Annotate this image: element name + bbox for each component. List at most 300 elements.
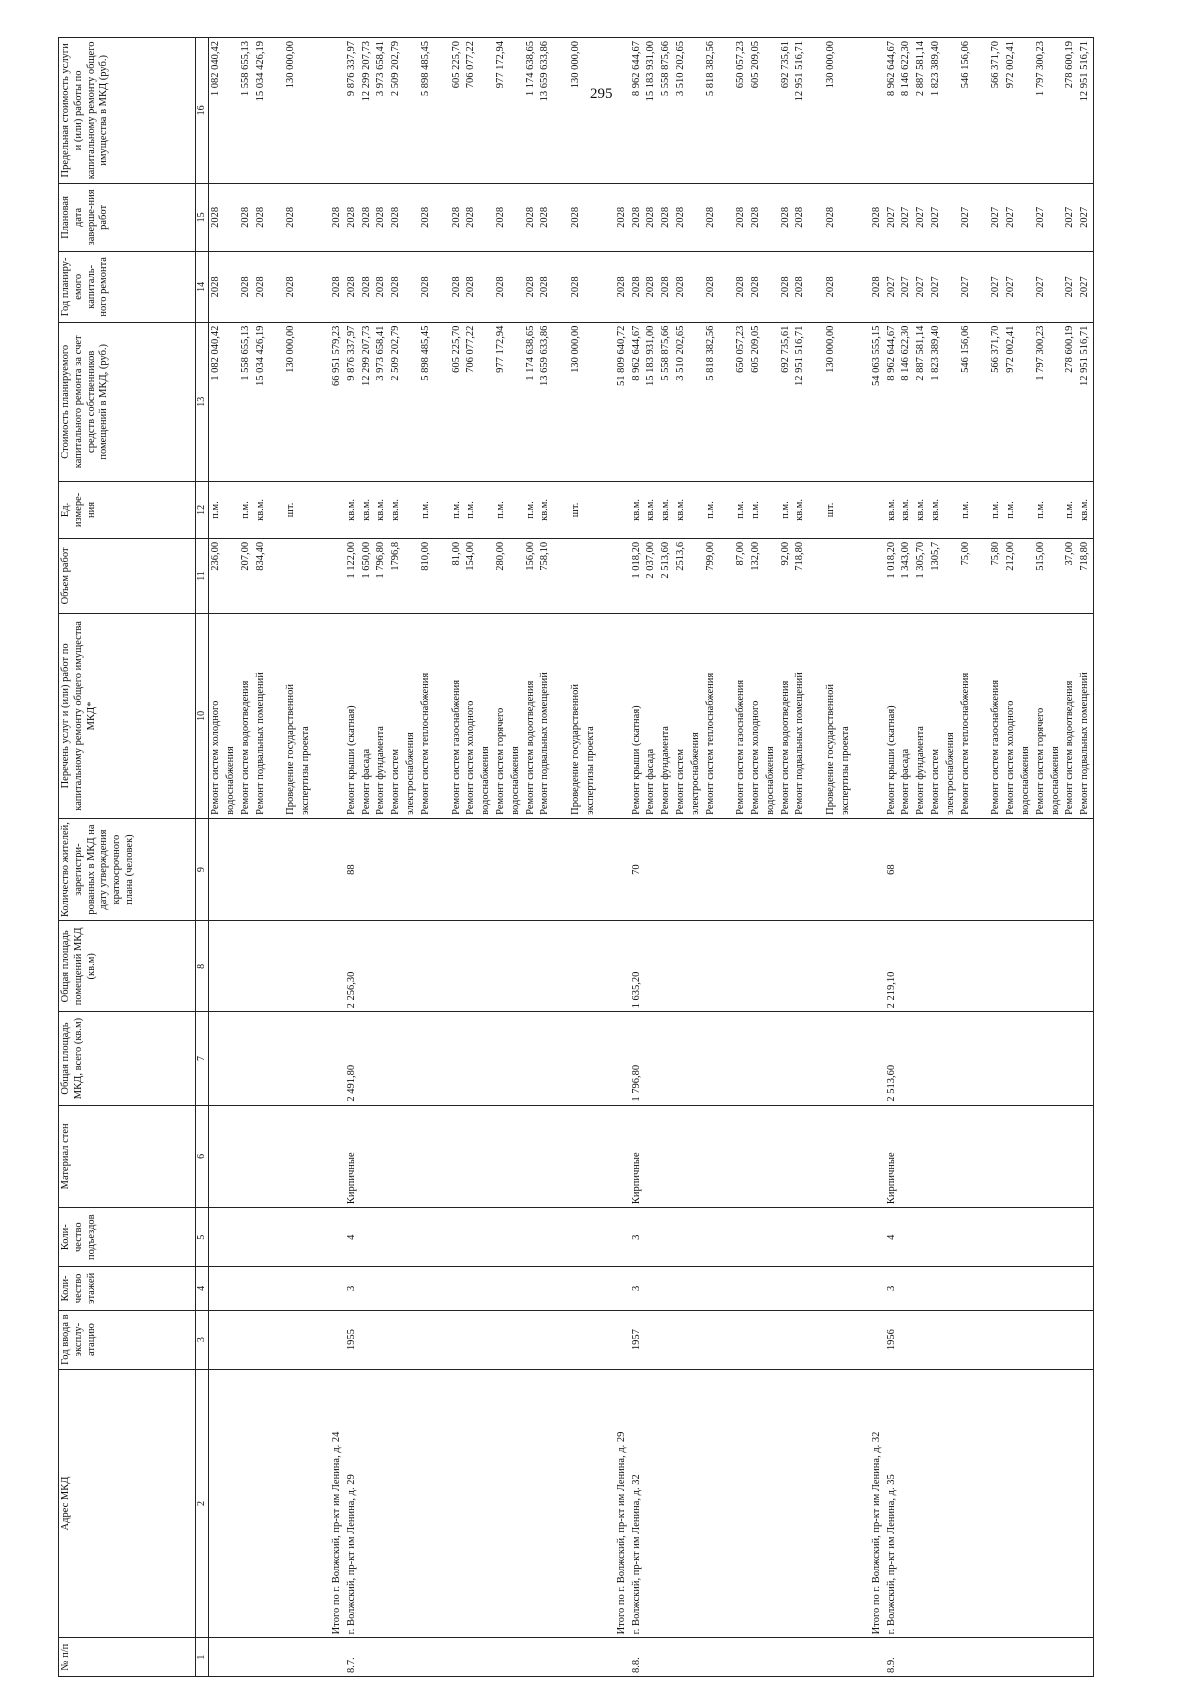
residents-cell	[464, 818, 479, 920]
unit-cell	[314, 481, 330, 538]
work-volume-cell: 75,00	[959, 538, 974, 613]
total-area-cell	[808, 1012, 824, 1105]
unit-cell: п.м.	[1063, 481, 1078, 538]
planned-cost-cell	[479, 322, 494, 481]
work-name-cell: Ремонт подвальных помещений	[1078, 613, 1093, 818]
work-name-cell	[434, 613, 450, 818]
address-cell	[494, 1369, 509, 1638]
address-cell	[360, 1369, 375, 1638]
floors-cell	[689, 1267, 704, 1310]
limit-cost-cell	[764, 38, 779, 184]
table-row	[944, 38, 959, 1677]
repair-year-cell: 2028	[615, 252, 630, 323]
floors-cell	[464, 1267, 479, 1310]
floors-cell	[299, 1267, 314, 1310]
table-row	[1063, 38, 1078, 1677]
table-row	[674, 38, 689, 1677]
item-number-cell	[718, 1638, 734, 1677]
planned-cost-cell: 15 034 426,19	[254, 322, 269, 481]
repair-year-cell: 2028	[779, 252, 794, 323]
residents-cell	[509, 818, 524, 920]
address-cell	[1049, 1369, 1064, 1638]
work-name-cell: Ремонт систем холодного	[749, 613, 764, 818]
limit-cost-cell: 9 876 337,97	[345, 38, 360, 184]
table-row	[360, 38, 375, 1677]
residents-cell: 70	[630, 818, 645, 920]
address-cell: Итого по г. Волжский, пр-кт им Ленина, д. 24	[330, 1369, 345, 1638]
wall-material-cell	[1034, 1105, 1049, 1207]
unit-cell: шт.	[824, 481, 839, 538]
planned-cost-cell	[973, 322, 989, 481]
repair-year-cell: 2028	[345, 252, 360, 323]
work-name-cell	[615, 613, 630, 818]
residents-cell	[808, 818, 824, 920]
limit-cost-cell	[615, 38, 630, 184]
completion-date-cell: 2028	[870, 183, 885, 251]
work-volume-cell	[299, 538, 314, 613]
living-area-cell	[718, 921, 734, 1012]
entrances-cell	[254, 1208, 269, 1267]
repair-year-cell: 2028	[389, 252, 404, 323]
wall-material-cell	[404, 1105, 419, 1207]
living-area-cell	[824, 921, 839, 1012]
completion-date-cell	[973, 183, 989, 251]
limit-cost-cell: 12 951 516,71	[1078, 38, 1093, 184]
built-year-cell	[538, 1310, 553, 1369]
total-area-cell	[1004, 1012, 1019, 1105]
item-number-cell	[494, 1638, 509, 1677]
limit-cost-cell: 605 225,70	[450, 38, 465, 184]
total-area-cell: 1 796,80	[630, 1012, 645, 1105]
work-volume-cell: 92,00	[779, 538, 794, 613]
entrances-cell	[553, 1208, 569, 1267]
living-area-cell	[1019, 921, 1034, 1012]
completion-date-cell: 2027	[959, 183, 974, 251]
unit-cell	[509, 481, 524, 538]
planned-cost-cell: 8 962 644,67	[885, 322, 900, 481]
completion-date-cell: 2028	[538, 183, 553, 251]
column-number-1: 1	[196, 1638, 209, 1677]
living-area-cell	[284, 921, 299, 1012]
wall-material-cell	[284, 1105, 299, 1207]
work-name-cell	[870, 613, 885, 818]
work-volume-cell: 799,00	[704, 538, 719, 613]
address-cell	[644, 1369, 659, 1638]
built-year-cell	[284, 1310, 299, 1369]
repair-year-cell: 2028	[749, 252, 764, 323]
living-area-cell	[749, 921, 764, 1012]
completion-date-cell: 2028	[779, 183, 794, 251]
residents-cell	[718, 818, 734, 920]
address-cell	[553, 1369, 569, 1638]
repair-year-cell: 2027	[899, 252, 914, 323]
wall-material-cell: Кирпичные	[885, 1105, 900, 1207]
spacer-row	[268, 38, 284, 1677]
wall-material-cell	[1078, 1105, 1093, 1207]
planned-cost-cell	[839, 322, 854, 481]
unit-cell	[1019, 481, 1034, 538]
limit-cost-cell	[479, 38, 494, 184]
item-number-cell	[914, 1638, 929, 1677]
residents-cell	[793, 818, 808, 920]
table-row	[1034, 38, 1049, 1677]
table-row	[299, 38, 314, 1677]
total-area-cell	[450, 1012, 465, 1105]
built-year-cell	[299, 1310, 314, 1369]
wall-material-cell	[584, 1105, 599, 1207]
entrances-cell	[764, 1208, 779, 1267]
planned-cost-cell: 278 600,19	[1063, 322, 1078, 481]
entrances-cell	[704, 1208, 719, 1267]
floors-cell	[973, 1267, 989, 1310]
address-cell	[584, 1369, 599, 1638]
unit-cell: кв.м.	[538, 481, 553, 538]
completion-date-cell	[808, 183, 824, 251]
built-year-cell	[268, 1310, 284, 1369]
work-volume-cell	[404, 538, 419, 613]
entrances-cell	[615, 1208, 630, 1267]
address-cell	[254, 1369, 269, 1638]
floors-cell	[1078, 1267, 1093, 1310]
floors-cell	[268, 1267, 284, 1310]
floors-cell	[644, 1267, 659, 1310]
completion-date-cell: 2028	[659, 183, 674, 251]
unit-cell: шт.	[284, 481, 299, 538]
entrances-cell	[779, 1208, 794, 1267]
limit-cost-cell	[224, 38, 239, 184]
table-row	[450, 38, 465, 1677]
limit-cost-cell: 130 000,00	[284, 38, 299, 184]
built-year-cell	[764, 1310, 779, 1369]
column-number-16: 16	[196, 38, 209, 184]
work-volume-cell: 280,00	[494, 538, 509, 613]
residents-cell	[1063, 818, 1078, 920]
address-cell	[839, 1369, 854, 1638]
repair-plan-table	[58, 37, 1094, 1677]
planned-cost-cell: 566 371,70	[989, 322, 1004, 481]
planned-cost-cell	[1049, 322, 1064, 481]
table-row	[644, 38, 659, 1677]
item-number-cell	[689, 1638, 704, 1677]
wall-material-cell	[793, 1105, 808, 1207]
built-year-cell	[404, 1310, 419, 1369]
unit-cell	[434, 481, 450, 538]
work-name-cell: Ремонт систем	[389, 613, 404, 818]
unit-cell	[808, 481, 824, 538]
column-header-13: Стоимость планируемого капитального ремонта за счет средств собственников помещений в МКД, (руб.)	[59, 322, 196, 481]
built-year-cell	[434, 1310, 450, 1369]
wall-material-cell	[944, 1105, 959, 1207]
residents-cell	[989, 818, 1004, 920]
repair-year-cell	[854, 252, 870, 323]
item-number-cell	[779, 1638, 794, 1677]
work-volume-cell: 834,40	[254, 538, 269, 613]
total-area-cell	[538, 1012, 553, 1105]
limit-cost-cell	[1019, 38, 1034, 184]
unit-cell	[718, 481, 734, 538]
total-row	[615, 38, 630, 1677]
living-area-cell	[764, 921, 779, 1012]
entrances-cell	[330, 1208, 345, 1267]
unit-cell	[1049, 481, 1064, 538]
address-cell: Итого по г. Волжский, пр-кт им Ленина, д. 29	[615, 1369, 630, 1638]
residents-cell	[330, 818, 345, 920]
planned-cost-cell: 51 809 640,72	[615, 322, 630, 481]
wall-material-cell	[569, 1105, 584, 1207]
work-name-cell: Ремонт систем газоснабжения	[989, 613, 1004, 818]
address-cell	[419, 1369, 434, 1638]
entrances-cell	[749, 1208, 764, 1267]
address-cell	[224, 1369, 239, 1638]
limit-cost-cell: 5 558 875,66	[659, 38, 674, 184]
floors-cell	[989, 1267, 1004, 1310]
unit-cell: кв.м.	[929, 481, 944, 538]
planned-cost-cell: 12 951 516,71	[793, 322, 808, 481]
completion-date-cell	[689, 183, 704, 251]
total-area-cell	[224, 1012, 239, 1105]
completion-date-cell: 2028	[734, 183, 749, 251]
floors-cell	[1063, 1267, 1078, 1310]
residents-cell	[404, 818, 419, 920]
work-volume-cell	[1019, 538, 1034, 613]
built-year-cell	[959, 1310, 974, 1369]
built-year-cell	[718, 1310, 734, 1369]
item-number-cell	[870, 1638, 885, 1677]
entrances-cell	[284, 1208, 299, 1267]
living-area-cell	[419, 921, 434, 1012]
work-volume-cell	[973, 538, 989, 613]
total-area-cell	[389, 1012, 404, 1105]
residents-cell	[839, 818, 854, 920]
work-name-cell: электроснабжения	[689, 613, 704, 818]
completion-date-cell	[509, 183, 524, 251]
item-number-cell	[209, 1638, 224, 1677]
living-area-cell	[450, 921, 465, 1012]
work-name-cell: водоснабжения	[764, 613, 779, 818]
item-number-cell	[553, 1638, 569, 1677]
built-year-cell	[944, 1310, 959, 1369]
limit-cost-cell	[404, 38, 419, 184]
wall-material-cell	[674, 1105, 689, 1207]
completion-date-cell: 2028	[749, 183, 764, 251]
address-cell	[704, 1369, 719, 1638]
table-row	[479, 38, 494, 1677]
item-number-cell	[1034, 1638, 1049, 1677]
entrances-cell	[374, 1208, 389, 1267]
total-area-cell	[209, 1012, 224, 1105]
column-header-11: Объем работ	[59, 538, 196, 613]
total-area-cell	[854, 1012, 870, 1105]
item-number-cell	[239, 1638, 254, 1677]
repair-year-cell: 2027	[914, 252, 929, 323]
completion-date-cell: 2027	[899, 183, 914, 251]
living-area-cell	[268, 921, 284, 1012]
floors-cell: 3	[345, 1267, 360, 1310]
work-volume-cell: 1 018,20	[885, 538, 900, 613]
floors-cell	[224, 1267, 239, 1310]
built-year-cell	[839, 1310, 854, 1369]
table-row	[224, 38, 239, 1677]
total-area-cell	[314, 1012, 330, 1105]
total-area-cell: 2 491,80	[345, 1012, 360, 1105]
planned-cost-cell	[599, 322, 615, 481]
limit-cost-cell: 5 818 382,56	[704, 38, 719, 184]
wall-material-cell	[224, 1105, 239, 1207]
table-row	[389, 38, 404, 1677]
residents-cell	[450, 818, 465, 920]
built-year-cell: 1957	[630, 1310, 645, 1369]
total-area-cell	[644, 1012, 659, 1105]
living-area-cell	[314, 921, 330, 1012]
floors-cell	[284, 1267, 299, 1310]
floors-cell	[239, 1267, 254, 1310]
total-area-cell	[584, 1012, 599, 1105]
work-name-cell: электроснабжения	[404, 613, 419, 818]
unit-cell: кв.м.	[630, 481, 645, 538]
built-year-cell	[524, 1310, 539, 1369]
completion-date-cell: 2027	[914, 183, 929, 251]
repair-year-cell: 2027	[959, 252, 974, 323]
limit-cost-cell	[1049, 38, 1064, 184]
limit-cost-cell	[973, 38, 989, 184]
total-area-cell	[944, 1012, 959, 1105]
spacer-row	[599, 38, 615, 1677]
work-volume-cell	[764, 538, 779, 613]
completion-date-cell	[839, 183, 854, 251]
item-number-cell	[584, 1638, 599, 1677]
unit-cell: п.м.	[450, 481, 465, 538]
residents-cell	[1019, 818, 1034, 920]
entrances-cell	[479, 1208, 494, 1267]
floors-cell	[929, 1267, 944, 1310]
address-cell	[899, 1369, 914, 1638]
entrances-cell	[360, 1208, 375, 1267]
item-number-cell	[479, 1638, 494, 1677]
floors-cell	[584, 1267, 599, 1310]
completion-date-cell: 2028	[419, 183, 434, 251]
wall-material-cell	[509, 1105, 524, 1207]
repair-year-cell: 2028	[704, 252, 719, 323]
living-area-cell	[793, 921, 808, 1012]
unit-cell: п.м.	[704, 481, 719, 538]
work-volume-cell	[284, 538, 299, 613]
entrances-cell	[389, 1208, 404, 1267]
floors-cell	[330, 1267, 345, 1310]
built-year-cell	[209, 1310, 224, 1369]
work-name-cell: Ремонт систем теплоснабжения	[419, 613, 434, 818]
work-name-cell: Ремонт фундамента	[914, 613, 929, 818]
column-header-9: Количество жителей, зарегистри-рованных в МКД на дату утверждения краткосрочного плана (человек)	[59, 818, 196, 920]
repair-year-cell	[764, 252, 779, 323]
unit-cell: п.м.	[494, 481, 509, 538]
limit-cost-cell	[584, 38, 599, 184]
living-area-cell	[899, 921, 914, 1012]
floors-cell	[360, 1267, 375, 1310]
item-number-cell	[659, 1638, 674, 1677]
living-area-cell	[914, 921, 929, 1012]
residents-cell	[854, 818, 870, 920]
limit-cost-cell: 1 558 655,13	[239, 38, 254, 184]
column-header-7: Общая площадь МКД, всего (кв.м)	[59, 1012, 196, 1105]
built-year-cell	[464, 1310, 479, 1369]
work-name-cell: Ремонт систем газоснабжения	[450, 613, 465, 818]
planned-cost-cell: 2 887 581,14	[914, 322, 929, 481]
completion-date-cell: 2028	[330, 183, 345, 251]
item-number-cell	[404, 1638, 419, 1677]
total-area-cell	[959, 1012, 974, 1105]
address-cell	[734, 1369, 749, 1638]
floors-cell	[494, 1267, 509, 1310]
wall-material-cell	[314, 1105, 330, 1207]
unit-cell: п.м.	[779, 481, 794, 538]
column-number-13: 13	[196, 322, 209, 481]
spacer-row	[553, 38, 569, 1677]
floors-cell	[419, 1267, 434, 1310]
limit-cost-cell: 8 146 622,30	[899, 38, 914, 184]
wall-material-cell	[929, 1105, 944, 1207]
table-row	[839, 38, 854, 1677]
residents-cell	[764, 818, 779, 920]
residents-cell	[553, 818, 569, 920]
table-row	[569, 38, 584, 1677]
limit-cost-cell: 13 659 633,86	[538, 38, 553, 184]
living-area-cell	[959, 921, 974, 1012]
address-cell	[674, 1369, 689, 1638]
work-name-cell	[808, 613, 824, 818]
floors-cell	[1004, 1267, 1019, 1310]
wall-material-cell	[870, 1105, 885, 1207]
work-volume-cell: 1 650,00	[360, 538, 375, 613]
unit-cell: кв.м.	[914, 481, 929, 538]
limit-cost-cell: 972 002,41	[1004, 38, 1019, 184]
entrances-cell	[524, 1208, 539, 1267]
wall-material-cell	[839, 1105, 854, 1207]
floors-cell	[659, 1267, 674, 1310]
wall-material-cell	[854, 1105, 870, 1207]
total-area-cell	[284, 1012, 299, 1105]
entrances-cell	[989, 1208, 1004, 1267]
limit-cost-cell	[268, 38, 284, 184]
wall-material-cell	[689, 1105, 704, 1207]
residents-cell	[268, 818, 284, 920]
work-name-cell: Ремонт крыши (скатная)	[630, 613, 645, 818]
repair-year-cell	[314, 252, 330, 323]
floors-cell	[899, 1267, 914, 1310]
repair-year-cell: 2028	[644, 252, 659, 323]
floors-cell	[509, 1267, 524, 1310]
total-area-cell	[1078, 1012, 1093, 1105]
limit-cost-cell: 546 156,06	[959, 38, 974, 184]
floors-cell: 3	[885, 1267, 900, 1310]
work-volume-cell	[434, 538, 450, 613]
column-header-10: Перечень услуг и (или) работ по капитальному ремонту общего имущества МКД*	[59, 613, 196, 818]
residents-cell	[749, 818, 764, 920]
built-year-cell	[584, 1310, 599, 1369]
floors-cell	[314, 1267, 330, 1310]
unit-cell: кв.м.	[360, 481, 375, 538]
wall-material-cell	[764, 1105, 779, 1207]
planned-cost-cell	[224, 322, 239, 481]
work-volume-cell: 810,00	[419, 538, 434, 613]
wall-material-cell	[615, 1105, 630, 1207]
entrances-cell	[734, 1208, 749, 1267]
wall-material-cell	[524, 1105, 539, 1207]
address-cell	[808, 1369, 824, 1638]
total-area-cell	[509, 1012, 524, 1105]
unit-cell: кв.м.	[659, 481, 674, 538]
work-volume-cell: 37,00	[1063, 538, 1078, 613]
limit-cost-cell: 692 735,61	[779, 38, 794, 184]
